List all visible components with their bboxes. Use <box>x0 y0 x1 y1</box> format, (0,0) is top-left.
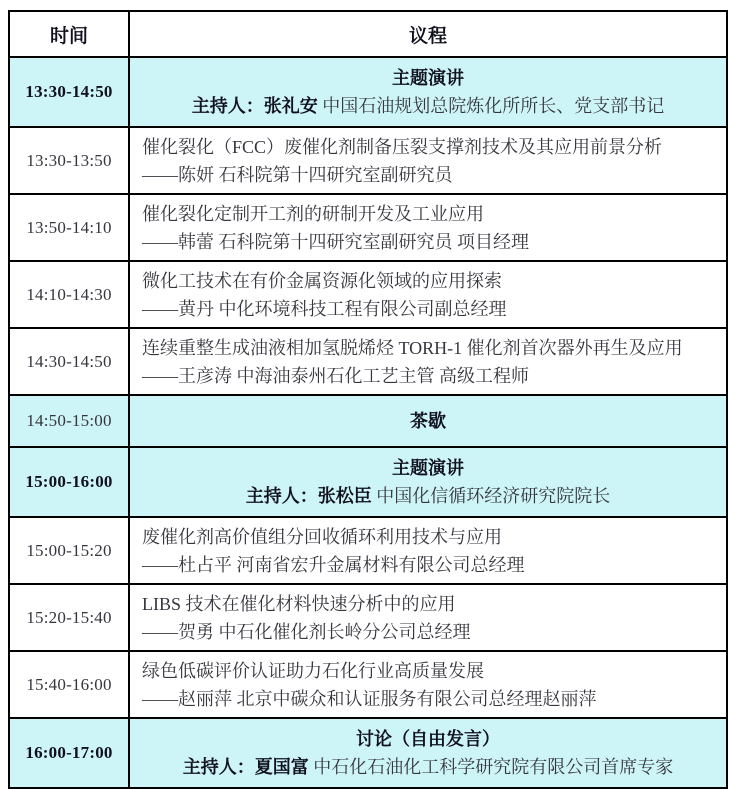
host-affiliation: 中国石油规划总院炼化所所长、党支部书记 <box>317 96 665 116</box>
session-row-discussion <box>9 718 727 788</box>
host-name: 主持人：张松臣 <box>245 486 372 506</box>
host-affiliation: 中国化信循环经济研究院院长 <box>371 486 611 506</box>
session-cell <box>129 57 727 127</box>
talk-title: 绿色低碳评价认证助力石化行业高质量发展 <box>142 660 484 681</box>
talk-cell <box>129 127 727 194</box>
session-time: 15:00-16:00 <box>9 447 129 517</box>
talk-time: 14:10-14:30 <box>9 261 129 328</box>
host-name: 主持人：张礼安 <box>191 96 318 116</box>
session-cell <box>129 718 727 788</box>
talk-row-1 <box>9 127 727 194</box>
talk-row-5 <box>9 517 727 584</box>
talk-title: 催化裂化定制开工剂的研制开发及工业应用 <box>142 203 484 224</box>
talk-speaker: ——黄丹 中化环境科技工程有限公司副总经理 <box>142 298 507 319</box>
session-host-line <box>142 482 714 510</box>
agenda-table <box>8 10 728 789</box>
talk-speaker: ——赵丽萍 北京中碳众和认证服务有限公司总经理赵丽萍 <box>142 688 597 709</box>
talk-time: 15:40-16:00 <box>9 651 129 718</box>
talk-cell <box>129 651 727 718</box>
session-time: 16:00-17:00 <box>9 718 129 788</box>
talk-speaker: ——贺勇 中石化催化剂长岭分公司总经理 <box>142 621 471 642</box>
break-cell <box>129 395 727 447</box>
session-time: 13:30-14:50 <box>9 57 129 127</box>
break-time: 14:50-15:00 <box>9 395 129 447</box>
session-row-keynote-2 <box>9 447 727 517</box>
break-label: 茶歇 <box>410 411 446 431</box>
talk-time: 13:30-13:50 <box>9 127 129 194</box>
host-name: 主持人：夏国富 <box>182 757 309 777</box>
table-header-row <box>9 11 727 57</box>
talk-speaker: ——王彦涛 中海油泰州石化工艺主管 高级工程师 <box>142 365 529 386</box>
session-title: 主题演讲 <box>392 68 464 88</box>
talk-cell <box>129 584 727 651</box>
talk-speaker: ——杜占平 河南省宏升金属材料有限公司总经理 <box>142 554 525 575</box>
talk-row-2 <box>9 194 727 261</box>
talk-cell <box>129 261 727 328</box>
talk-row-3 <box>9 261 727 328</box>
talk-speaker: ——陈妍 石科院第十四研究室副研究员 <box>142 164 453 185</box>
talk-title: 连续重整生成油液相加氢脱烯烃 TORH-1 催化剂首次器外再生及应用 <box>142 337 683 358</box>
session-row-keynote-1 <box>9 57 727 127</box>
talk-time: 13:50-14:10 <box>9 194 129 261</box>
talk-row-7 <box>9 651 727 718</box>
session-host-line <box>142 753 714 781</box>
talk-speaker: ——韩蕾 石科院第十四研究室副研究员 项目经理 <box>142 231 529 252</box>
host-affiliation: 中石化石油化工科学研究院有限公司首席专家 <box>308 757 674 777</box>
session-title: 主题演讲 <box>392 458 464 478</box>
session-cell <box>129 447 727 517</box>
talk-row-4 <box>9 328 727 395</box>
talk-cell <box>129 517 727 584</box>
talk-cell <box>129 328 727 395</box>
talk-cell <box>129 194 727 261</box>
talk-title: 废催化剂高价值组分回收循环利用技术与应用 <box>142 526 502 547</box>
session-host-line <box>142 92 714 120</box>
talk-time: 15:20-15:40 <box>9 584 129 651</box>
session-title: 讨论（自由发言） <box>356 729 500 749</box>
talk-title: 催化裂化（FCC）废催化剂制备压裂支撑剂技术及其应用前景分析 <box>142 136 663 157</box>
talk-row-6 <box>9 584 727 651</box>
time-column-header: 时间 <box>9 11 129 57</box>
talk-time: 15:00-15:20 <box>9 517 129 584</box>
talk-title: LIBS 技术在催化材料快速分析中的应用 <box>142 593 456 614</box>
talk-title: 微化工技术在有价金属资源化领域的应用探索 <box>142 270 502 291</box>
agenda-column-header: 议程 <box>129 11 727 57</box>
break-row <box>9 395 727 447</box>
talk-time: 14:30-14:50 <box>9 328 129 395</box>
